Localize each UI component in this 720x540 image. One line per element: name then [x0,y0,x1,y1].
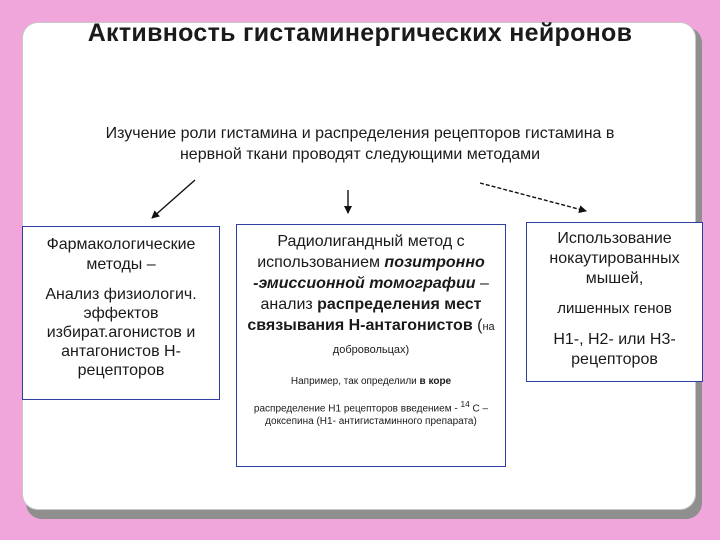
example-cortex: в коре [419,376,452,387]
detail-text-1: распределение Н1 рецепторов введением - [253,403,461,415]
arrow-to-left [152,180,195,218]
slide-title: Активность гистаминергических нейронов [87,19,633,47]
arrow-to-right [480,183,586,211]
example-text: Например, так определили [290,376,420,387]
example-line [237,375,505,388]
knockout-line-1: Использование нокаутированных мышей, [549,230,680,287]
radioligand-text-1: Радиолигандный метод с использованием [257,233,465,271]
knockout-mice-box [526,222,703,382]
pet-term: позитронно -эмиссионной томографии [253,254,485,292]
radioligand-text-3: ( [472,317,483,334]
radioligand-text-2: – анализ [260,275,489,313]
pharmacological-methods-box [22,226,220,400]
example-detail [237,398,505,428]
isotope-superscript: 14 [460,399,470,409]
detail-text-2: С –доксепина (Н1- антигистаминного препарата) [265,403,489,428]
volunteers-note: на добровольцах) [332,321,495,356]
slide-subtitle: Изучение роли гистамина и распределения рецепторов гистамина в нервной ткани проводят следующими методами [105,125,615,163]
radioligand-description [237,231,505,361]
knockout-line-2: лишенных генов [557,300,672,317]
binding-sites-term: распределения мест связывания Н-антагонистов [247,296,482,334]
pharmacological-body: Анализ физиологич. эффектов избират.агонистов и антагонистов Н-рецепторов [45,286,197,379]
knockout-line-3: Н1-, Н2- или Н3-рецепторов [553,331,676,368]
radioligand-method-box [236,224,506,467]
pharmacological-heading: Фармакологические методы – [46,236,196,273]
